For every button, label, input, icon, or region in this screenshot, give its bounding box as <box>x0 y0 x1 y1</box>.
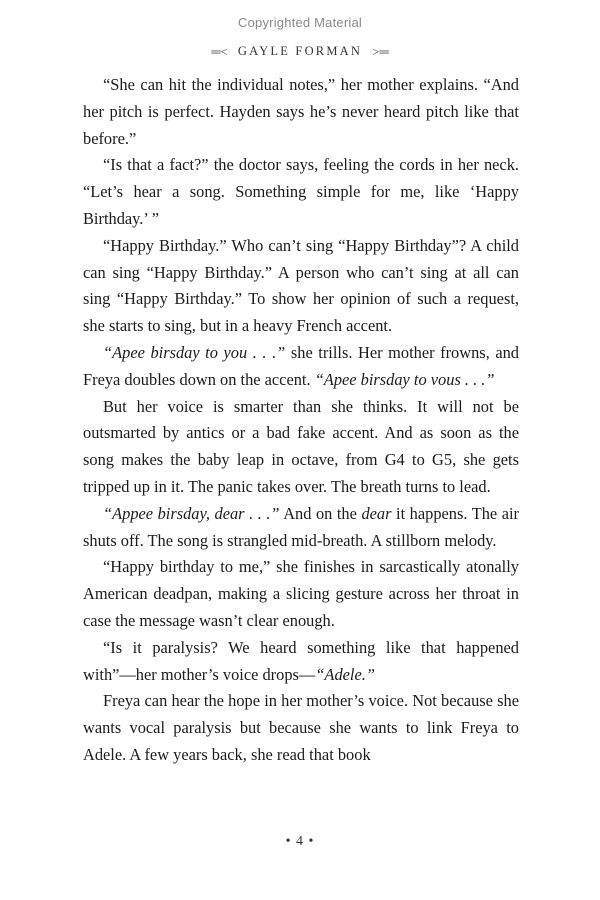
italic-run: “Adele.” <box>315 664 375 684</box>
paragraph <box>83 233 519 340</box>
watermark-top: Copyrighted Material <box>238 15 362 30</box>
italic-run: “Apee birsday to vous . . .” <box>314 369 495 389</box>
author-name: GAYLE FORMAN <box>237 44 363 58</box>
left-ornament-icon: ═< <box>211 44 228 59</box>
paragraph <box>83 554 519 634</box>
paragraph <box>83 688 519 768</box>
paragraph <box>83 72 519 152</box>
text-run: she trills. Her mother frowns, and Freya doubles down on the accent. <box>83 342 519 389</box>
text-run: “Happy Birthday.” Who can’t sing “Happy Birthday”? A child can sing “Happy Birthday.” A person who can’t sing at all can sing “Happy Birthday.” To show her opinion of such a request, she starts to sing, but in a heavy French accent. <box>83 235 519 336</box>
paragraph <box>83 635 519 689</box>
text-run: “Is it paralysis? We heard something like that happened with”—her mother’s voice drops— <box>83 637 519 684</box>
body-text <box>83 72 519 769</box>
text-run: Freya can hear the hope in her mother’s voice. Not because she wants vocal paralysis but because she wants to link Freya to Adele. A few years back, she read that book <box>83 691 519 764</box>
paragraph <box>83 394 519 501</box>
text-run: “Happy birthday to me,” she finishes in sarcastically atonally American deadpan, making a slicing gesture across her throat in case the message wasn’t clear enough. <box>83 557 519 630</box>
text-run: “Is that a fact?” the doctor says, feeling the cords in her neck. “Let’s hear a song. Something simple for me, like ‘Happy Birthday.’ ” <box>83 155 519 228</box>
italic-run: dear <box>361 503 392 523</box>
paragraph <box>83 340 519 394</box>
paragraph <box>83 152 519 232</box>
italic-run: “Apee birsday to you . . .” <box>103 342 286 362</box>
running-head <box>0 44 600 59</box>
right-ornament-icon: >═ <box>372 44 389 59</box>
page-number: • 4 • <box>285 834 315 849</box>
text-run: And on the <box>279 503 362 523</box>
text-run: “She can hit the individual notes,” her mother explains. “And her pitch is perfect. Hayden says he’s never heard pitch like that before.” <box>83 75 519 148</box>
paragraph <box>83 501 519 555</box>
text-run: But her voice is smarter than she thinks. It will not be outsmarted by antics or a bad fake accent. And as soon as the song makes the baby leap in octave, from G4 to G5, she gets tripped up in it. The panic takes over. The breath turns to lead. <box>83 396 519 496</box>
italic-run: “Appee birsday, dear . . .” <box>103 503 280 523</box>
text-run: it happens. The air shuts off. The song is strangled mid-breath. A stillborn melody. <box>83 503 520 550</box>
